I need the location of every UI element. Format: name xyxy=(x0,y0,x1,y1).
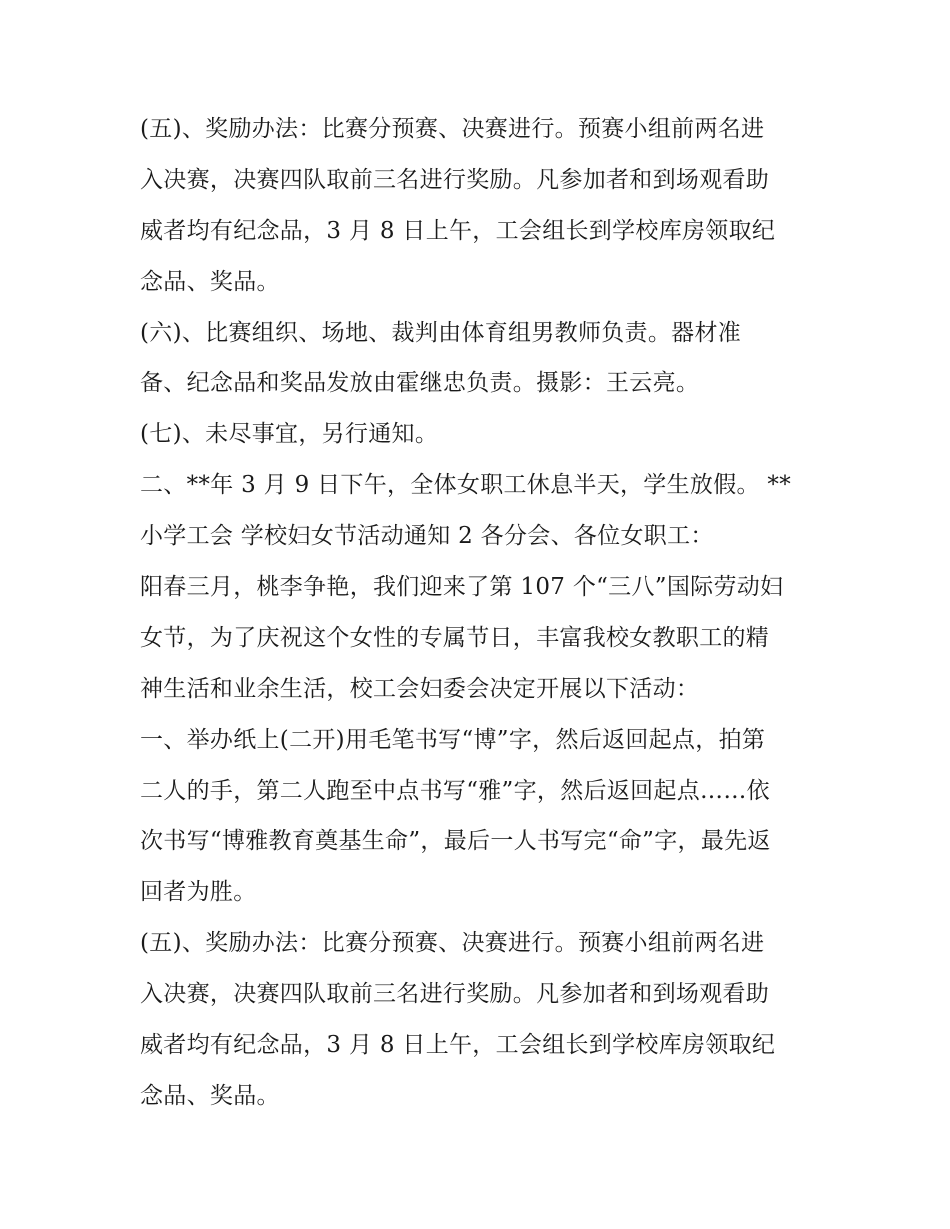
text-line: 威者均有纪念品，3 月 8 日上午，工会组长到学校库房领取纪 xyxy=(140,217,776,244)
text-line: 入决赛，决赛四队取前三名进行奖励。凡参加者和到场观看助 xyxy=(140,166,770,193)
text-line: 小学工会 学校妇女节活动通知 2 各分会、各位女职工： xyxy=(140,523,714,550)
text-line: 二、**年 3 月 9 日下午，全体女职工休息半天，学生放假。 ** xyxy=(140,472,792,499)
text-line: 威者均有纪念品，3 月 8 日上午，工会组长到学校库房领取纪 xyxy=(140,1032,776,1059)
text-line: 回者为胜。 xyxy=(140,879,257,906)
text-line: 一、举办纸上(二开)用毛笔书写“博”字，然后返回起点，拍第 xyxy=(140,726,766,753)
text-line: 女节，为了庆祝这个女性的专属节日，丰富我校女教职工的精 xyxy=(140,624,770,651)
text-line: 二人的手，第二人跑至中点书写“雅”字，然后返回起点……依 xyxy=(140,777,770,804)
paragraph-award-method-repeat xyxy=(140,918,830,1122)
text-line: 阳春三月，桃李争艳，我们迎来了第 107 个“三八”国际劳动妇 xyxy=(140,574,784,601)
text-line: (五)、奖励办法：比赛分预赛、决赛进行。预赛小组前两名进 xyxy=(140,930,765,957)
paragraph-introduction xyxy=(140,562,830,715)
text-line: (六)、比赛组织、场地、裁判由体育组男教师负责。器材准 xyxy=(140,319,742,346)
paragraph-calligraphy-relay xyxy=(140,715,830,919)
text-line: 备、纪念品和奖品发放由霍继忠负责。摄影：王云亮。 xyxy=(140,370,700,397)
paragraph-award-method xyxy=(140,104,830,308)
paragraph-organization xyxy=(140,308,830,410)
text-line: 神生活和业余生活，校工会妇委会决定开展以下活动： xyxy=(140,675,700,702)
text-line: 念品、奖品。 xyxy=(140,1082,280,1109)
text-line: (七)、未尽事宜，另行通知。 xyxy=(140,421,439,448)
text-line: (五)、奖励办法：比赛分预赛、决赛进行。预赛小组前两名进 xyxy=(140,116,765,142)
text-line: 入决赛，决赛四队取前三名进行奖励。凡参加者和到场观看助 xyxy=(140,981,770,1008)
text-line: 念品、奖品。 xyxy=(140,268,280,295)
text-line: 次书写“博雅教育奠基生命”，最后一人书写完“命”字，最先返 xyxy=(140,828,771,855)
paragraph-holiday-notice xyxy=(140,460,830,562)
paragraph-other-matters xyxy=(140,409,830,460)
document-body xyxy=(140,104,830,1122)
